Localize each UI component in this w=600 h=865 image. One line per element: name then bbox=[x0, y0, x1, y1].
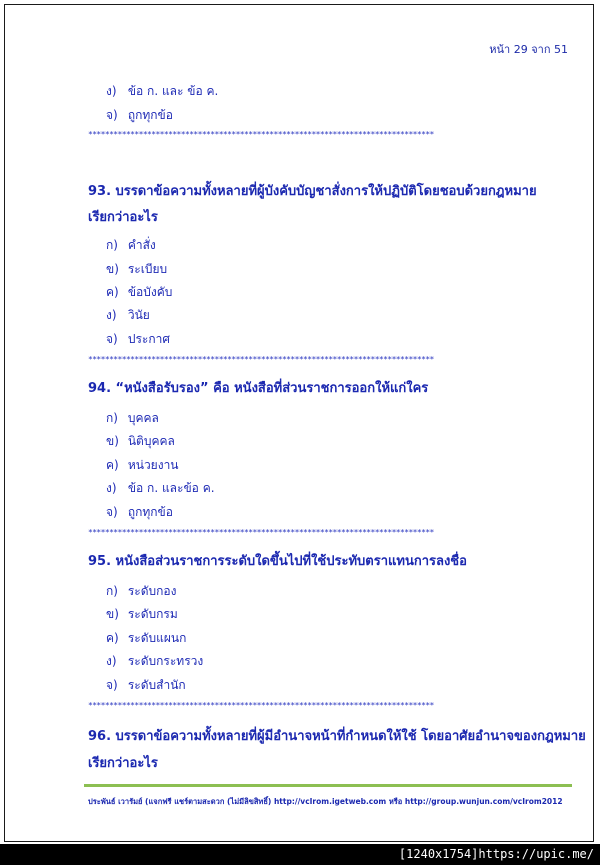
separator-line: ********************************************************************************** bbox=[88, 528, 434, 537]
option-text: ประกาศ bbox=[127, 332, 170, 346]
option-a bbox=[106, 582, 176, 601]
option-text: ถูกทุกข้อ bbox=[127, 505, 173, 519]
option-label: ง) bbox=[106, 654, 117, 668]
option-d bbox=[106, 479, 215, 498]
option-b bbox=[106, 432, 175, 451]
option-label: ง) bbox=[106, 481, 117, 495]
option-text: วินัย bbox=[127, 308, 150, 322]
option-label: ข) bbox=[106, 262, 119, 276]
option-label: ง) bbox=[106, 84, 117, 98]
option-text: ระดับกอง bbox=[127, 584, 177, 598]
option-c bbox=[106, 629, 186, 648]
footer-divider bbox=[84, 784, 572, 787]
footer-credit: ประพันธ์ เวารัมย์ (แจกฟรี แชร์ตามสะดวก (ไม่มีลิขสิทธิ์) http://vcIrom.igetweb.com หรือ http://group.wunjun.com/vcIrom2012 bbox=[88, 797, 563, 806]
option-label: จ) bbox=[106, 108, 118, 122]
watermark-text: [1240x1754]https://upic.me/ bbox=[398, 847, 594, 861]
watermark-bar bbox=[0, 844, 600, 865]
option-text: ข้อบังคับ bbox=[127, 285, 173, 299]
option-text: ระดับแผนก bbox=[127, 631, 187, 645]
question-94: 94. “หนังสือรับรอง” คือ หนังสือที่ส่วนราชการออกให้แก่ใคร bbox=[88, 381, 429, 396]
page-number: หน้า 29 จาก 51 bbox=[489, 43, 568, 56]
option-c bbox=[106, 283, 172, 302]
option-label: ค) bbox=[106, 285, 119, 299]
option-label: ข) bbox=[106, 434, 119, 448]
option-text: ถูกทุกข้อ bbox=[127, 108, 173, 122]
question-93-line2: เรียกว่าอะไร bbox=[88, 210, 158, 225]
option-text: ระดับกระทรวง bbox=[127, 654, 204, 668]
option-e bbox=[106, 676, 186, 695]
option-d-prev bbox=[106, 82, 218, 101]
option-text: ข้อ ก. และข้อ ค. bbox=[127, 481, 215, 495]
question-95: 95. หนังสือส่วนราชการระดับใดขึ้นไปที่ใช้ประทับตราแทนการลงชื่อ bbox=[88, 554, 467, 569]
option-a bbox=[106, 236, 156, 255]
option-label: จ) bbox=[106, 332, 118, 346]
question-93-line1: 93. บรรดาข้อความทั้งหลายที่ผู้บังคับบัญชาสั่งการให้ปฏิบัติโดยชอบด้วยกฎหมาย bbox=[88, 184, 537, 199]
option-e-prev bbox=[106, 106, 173, 125]
separator-line: ********************************************************************************** bbox=[88, 355, 434, 364]
option-b bbox=[106, 260, 167, 279]
option-label: ค) bbox=[106, 458, 119, 472]
option-e bbox=[106, 330, 170, 349]
option-label: ก) bbox=[106, 411, 118, 425]
option-text: ระดับสำนัก bbox=[127, 678, 186, 692]
option-text: หน่วยงาน bbox=[127, 458, 179, 472]
option-text: ระดับกรม bbox=[127, 607, 178, 621]
separator-line: ********************************************************************************** bbox=[88, 701, 434, 710]
option-label: ง) bbox=[106, 308, 117, 322]
option-a bbox=[106, 409, 159, 428]
option-label: ข) bbox=[106, 607, 119, 621]
option-text: คำสั่ง bbox=[127, 238, 156, 252]
option-label: จ) bbox=[106, 505, 118, 519]
option-d bbox=[106, 652, 203, 671]
option-text: บุคคล bbox=[127, 411, 159, 425]
option-e bbox=[106, 503, 173, 522]
option-b bbox=[106, 605, 178, 624]
option-c bbox=[106, 456, 179, 475]
option-d bbox=[106, 306, 150, 325]
separator-line: ********************************************************************************** bbox=[88, 130, 434, 139]
option-label: จ) bbox=[106, 678, 118, 692]
option-text: ระเบียบ bbox=[127, 262, 168, 276]
question-96-line1: 96. บรรดาข้อความทั้งหลายที่ผู้มีอำนาจหน้าที่กำหนดให้ใช้ โดยอาศัยอำนาจของกฎหมาย bbox=[88, 729, 586, 744]
option-label: ค) bbox=[106, 631, 119, 645]
option-text: นิติบุคคล bbox=[127, 434, 175, 448]
option-label: ก) bbox=[106, 584, 118, 598]
option-label: ก) bbox=[106, 238, 118, 252]
question-96-line2: เรียกว่าอะไร bbox=[88, 756, 158, 771]
option-text: ข้อ ก. และ ข้อ ค. bbox=[127, 84, 219, 98]
